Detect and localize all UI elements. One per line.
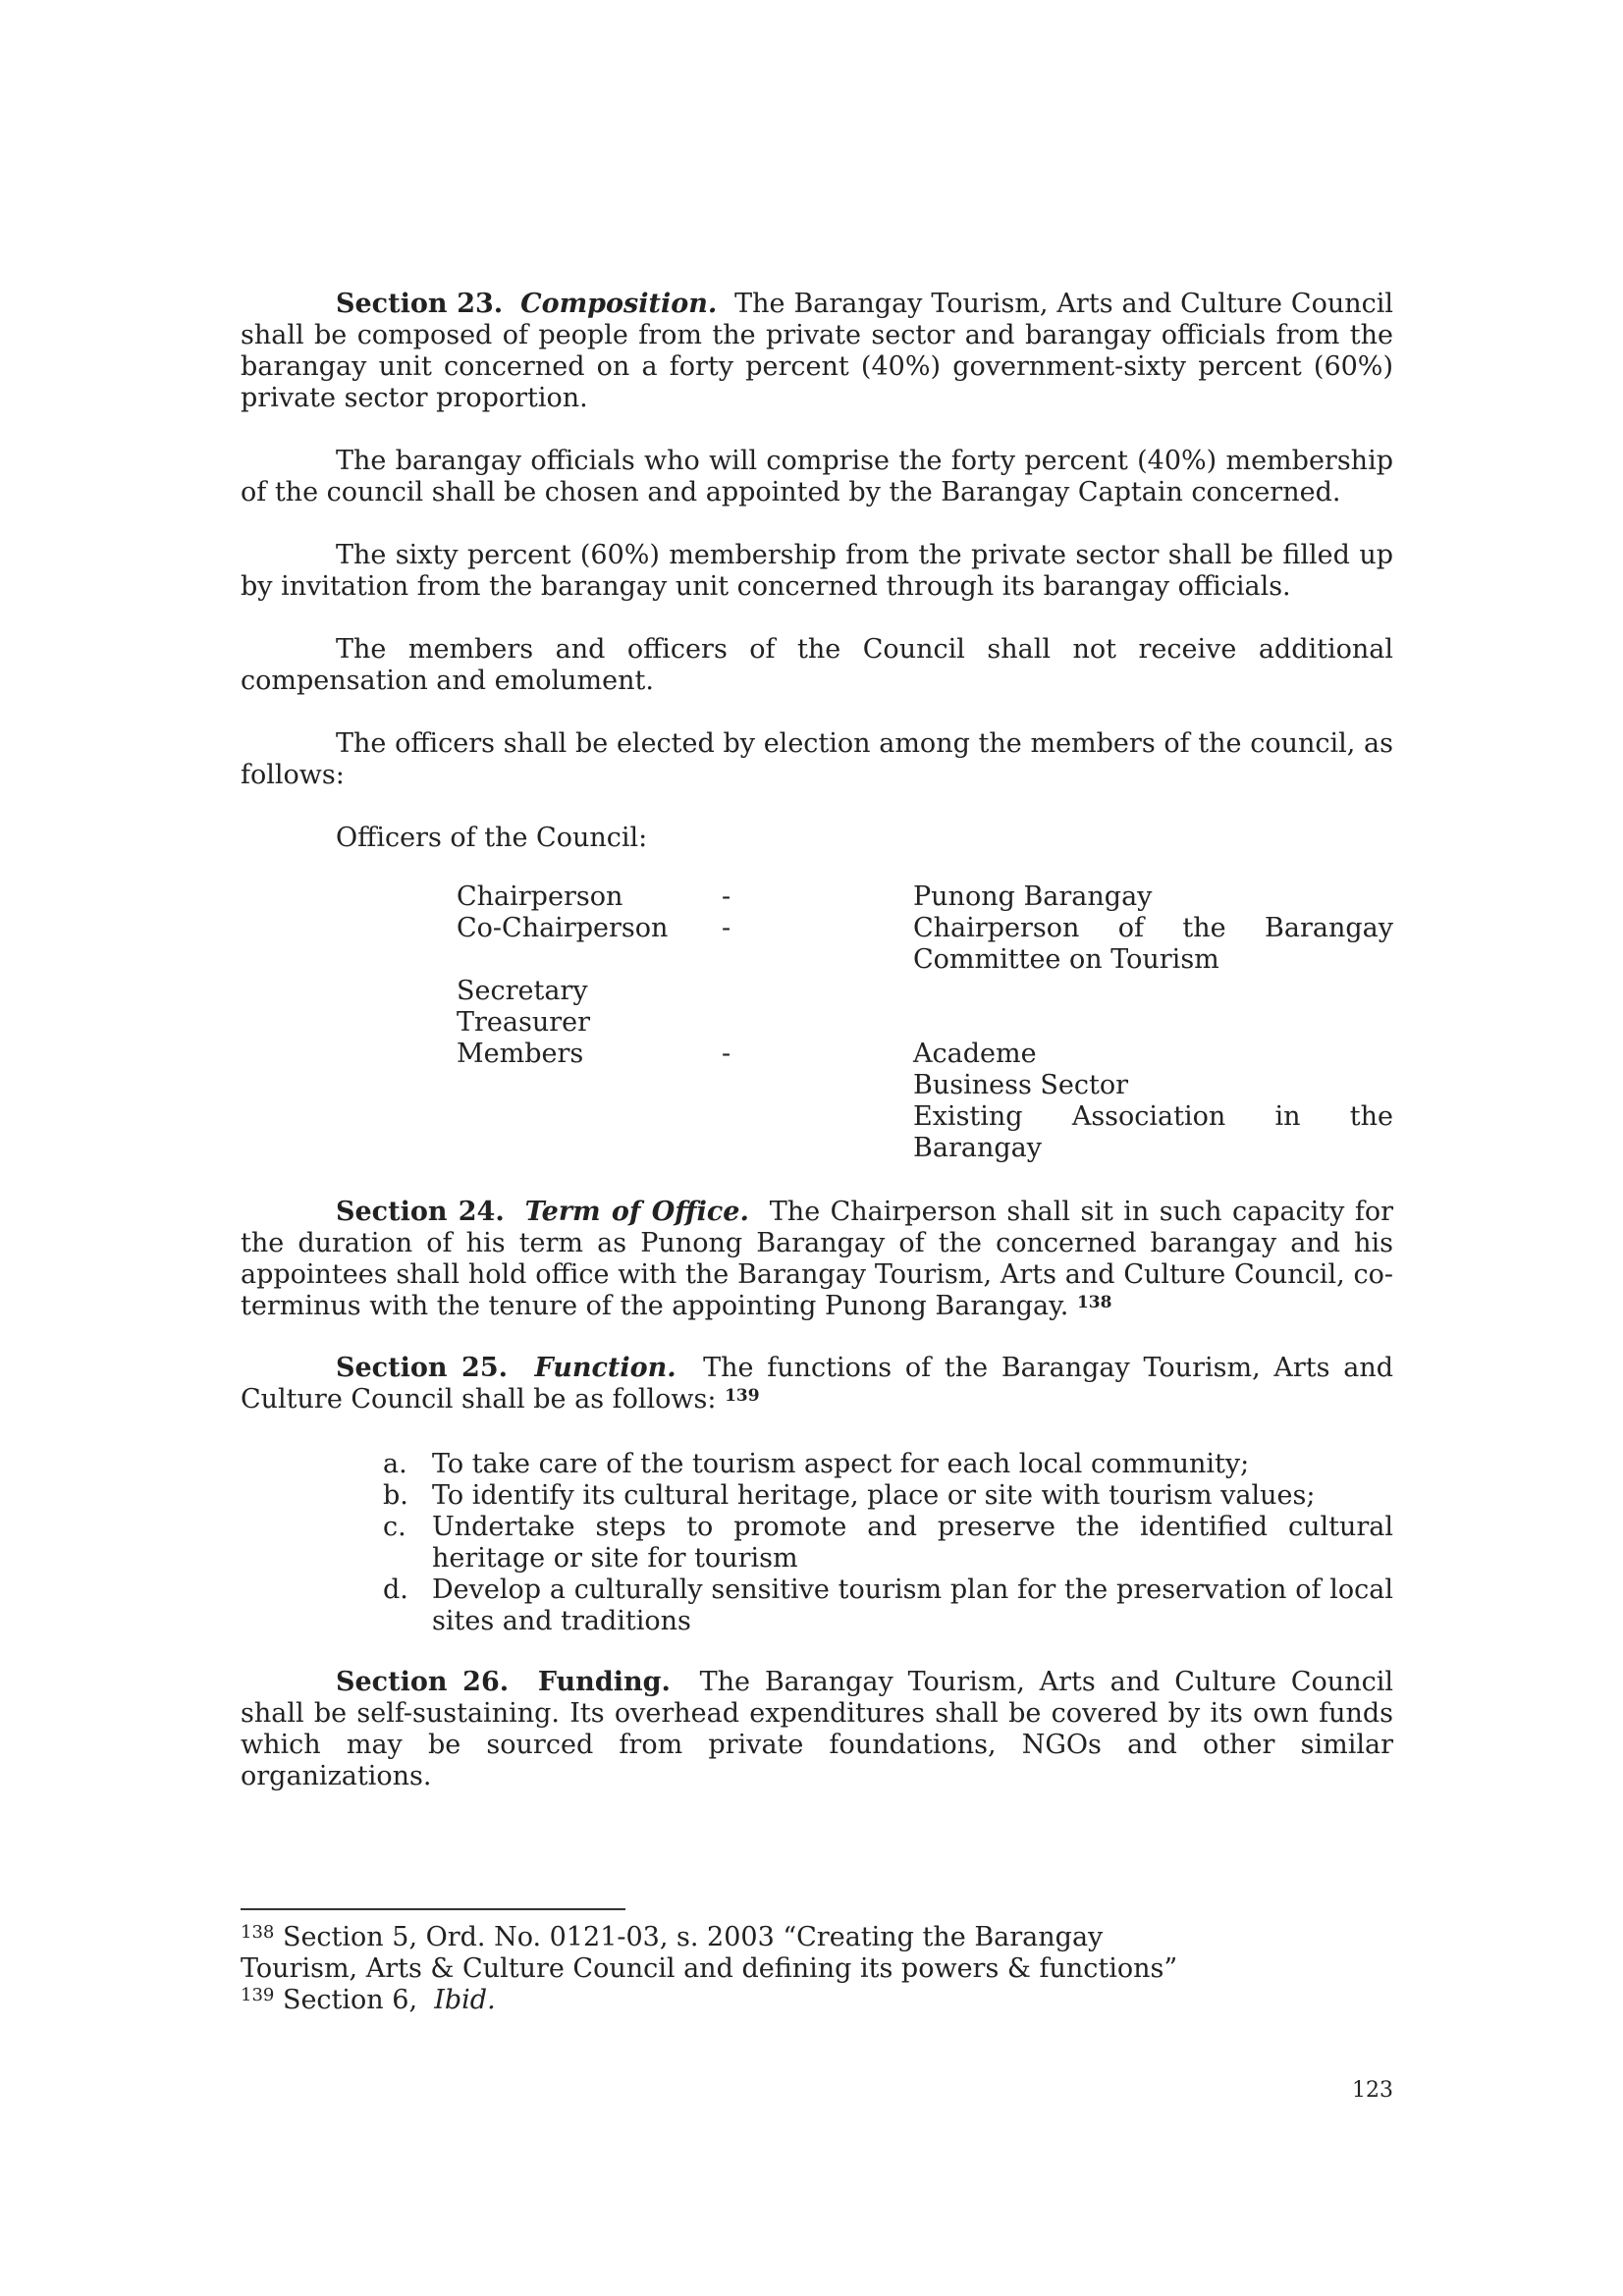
officer-role: Treasurer [457, 1007, 591, 1038]
list-item [383, 1449, 1393, 1480]
officer-title: Punong Barangay [913, 881, 1153, 912]
page-number: 123 [1352, 2078, 1393, 2103]
section-26 [241, 1667, 1393, 1792]
section-26-title: Funding. [537, 1667, 671, 1697]
officer-title: Existing Association in the [913, 1101, 1393, 1132]
officer-row [457, 1007, 1393, 1039]
section-23-title: Composition. [520, 289, 718, 319]
section-26-text: The Barangay Tourism, Arts and Culture Council shall be self-sustaining. Its overhead expenditures shall be covered by its own funds which may be sourced from private foundations, NGOs and other similar organizations. [241, 1667, 1393, 1791]
footnote-number: 138 [241, 1922, 275, 1943]
officer-row [457, 1039, 1393, 1164]
officers-heading: Officers of the Council: [336, 823, 648, 853]
list-item [383, 1512, 1393, 1575]
list-item-label: d. [383, 1575, 408, 1605]
list-item-label: b. [383, 1480, 408, 1511]
section-24-title: Term of Office. [524, 1197, 749, 1227]
list-item-text: Undertake steps to promote and preserve the identified cultural heritage or site for tourism [432, 1512, 1393, 1574]
officer-dash: - [722, 913, 731, 943]
list-item [383, 1480, 1393, 1512]
officer-title: Academe [913, 1039, 1037, 1069]
officer-title: Business Sector [913, 1070, 1128, 1100]
section-24-number: Section 24. [336, 1197, 505, 1227]
section-25-number: Section 25. [336, 1353, 509, 1383]
list-item-label: a. [383, 1449, 407, 1479]
section-23-number: Section 23. [336, 289, 504, 319]
footnote-text: Section 6, [282, 1985, 418, 2015]
footnote-text: Section 5, Ord. No. 0121-03, s. 2003 “Creating the Barangay Tourism, Arts & Culture Council and defining its powers & functions” [241, 1922, 1178, 1984]
officer-row [457, 976, 1393, 1007]
section-23-intro [241, 289, 1393, 414]
footnote-divider [241, 1908, 625, 1910]
officer-role: Members [457, 1039, 584, 1069]
section-25-text: The functions of the Barangay Tourism, Arts and Culture Council shall be as follows: [241, 1353, 1394, 1415]
officer-title: Chairperson of the Barangay [913, 913, 1393, 943]
footnote-number: 139 [241, 1985, 275, 2005]
officer-role: Secretary [457, 976, 588, 1006]
section-23-paragraph-4: The members and officers of the Council shall not receive additional compensation and emolument. [241, 634, 1393, 696]
section-23-paragraph-2: The barangay officials who will comprise the forty percent (40%) membership of the council shall be chosen and appointed by the Barangay Captain concerned. [241, 446, 1393, 507]
officer-dash: - [722, 1039, 731, 1069]
officer-row [457, 881, 1393, 913]
section-26-number: Section 26. [336, 1667, 510, 1697]
list-item-text: Develop a culturally sensitive tourism plan for the preservation of local sites and traditions [432, 1575, 1393, 1636]
section-25 [241, 1353, 1393, 1415]
officer-title-cont: Barangay [913, 1133, 1042, 1163]
list-item-label: c. [383, 1512, 406, 1542]
officer-role: Co-Chairperson [457, 913, 669, 943]
footnote-ref-139: 139 [725, 1386, 760, 1406]
officer-row [457, 913, 1393, 976]
functions-list [383, 1449, 1393, 1637]
list-item-text: To identify its cultural heritage, place or site with tourism values; [432, 1480, 1316, 1511]
officers-table [457, 881, 1393, 1164]
footnote [241, 1922, 1222, 1985]
officer-dash: - [722, 881, 731, 912]
list-item-text: To take care of the tourism aspect for each local community; [432, 1449, 1250, 1479]
footnote [241, 1985, 1222, 2016]
section-25-title: Function. [534, 1353, 676, 1383]
footnotes [241, 1922, 1222, 2016]
officer-role: Chairperson [457, 881, 623, 912]
section-23-text: The Barangay Tourism, Arts and Culture Council shall be composed of people from the private sector and barangay officials from the barangay unit concerned on a forty percent (40%) government-sixty percent (60%) private sector proportion. [241, 289, 1394, 413]
list-item [383, 1575, 1393, 1637]
section-24 [241, 1197, 1393, 1322]
section-23-paragraph-3: The sixty percent (60%) membership from the private sector shall be filled up by invitation from the barangay unit concerned through its barangay officials. [241, 540, 1393, 602]
footnote-ref-138: 138 [1076, 1293, 1112, 1312]
section-23 [241, 289, 1393, 414]
footnote-ibid: Ibid. [434, 1985, 496, 2015]
section-24-text: The Chairperson shall sit in such capacity for the duration of his term as Punong Barangay of the concerned barangay and his appointees shall hold office with the Barangay Tourism, Arts and Culture Council, co-terminus with the tenure of the appointing Punong Barangay. [241, 1197, 1394, 1321]
section-23-paragraph-5: The officers shall be elected by election among the members of the council, as follows: [241, 728, 1393, 790]
officer-title-cont: Committee on Tourism [913, 944, 1219, 975]
